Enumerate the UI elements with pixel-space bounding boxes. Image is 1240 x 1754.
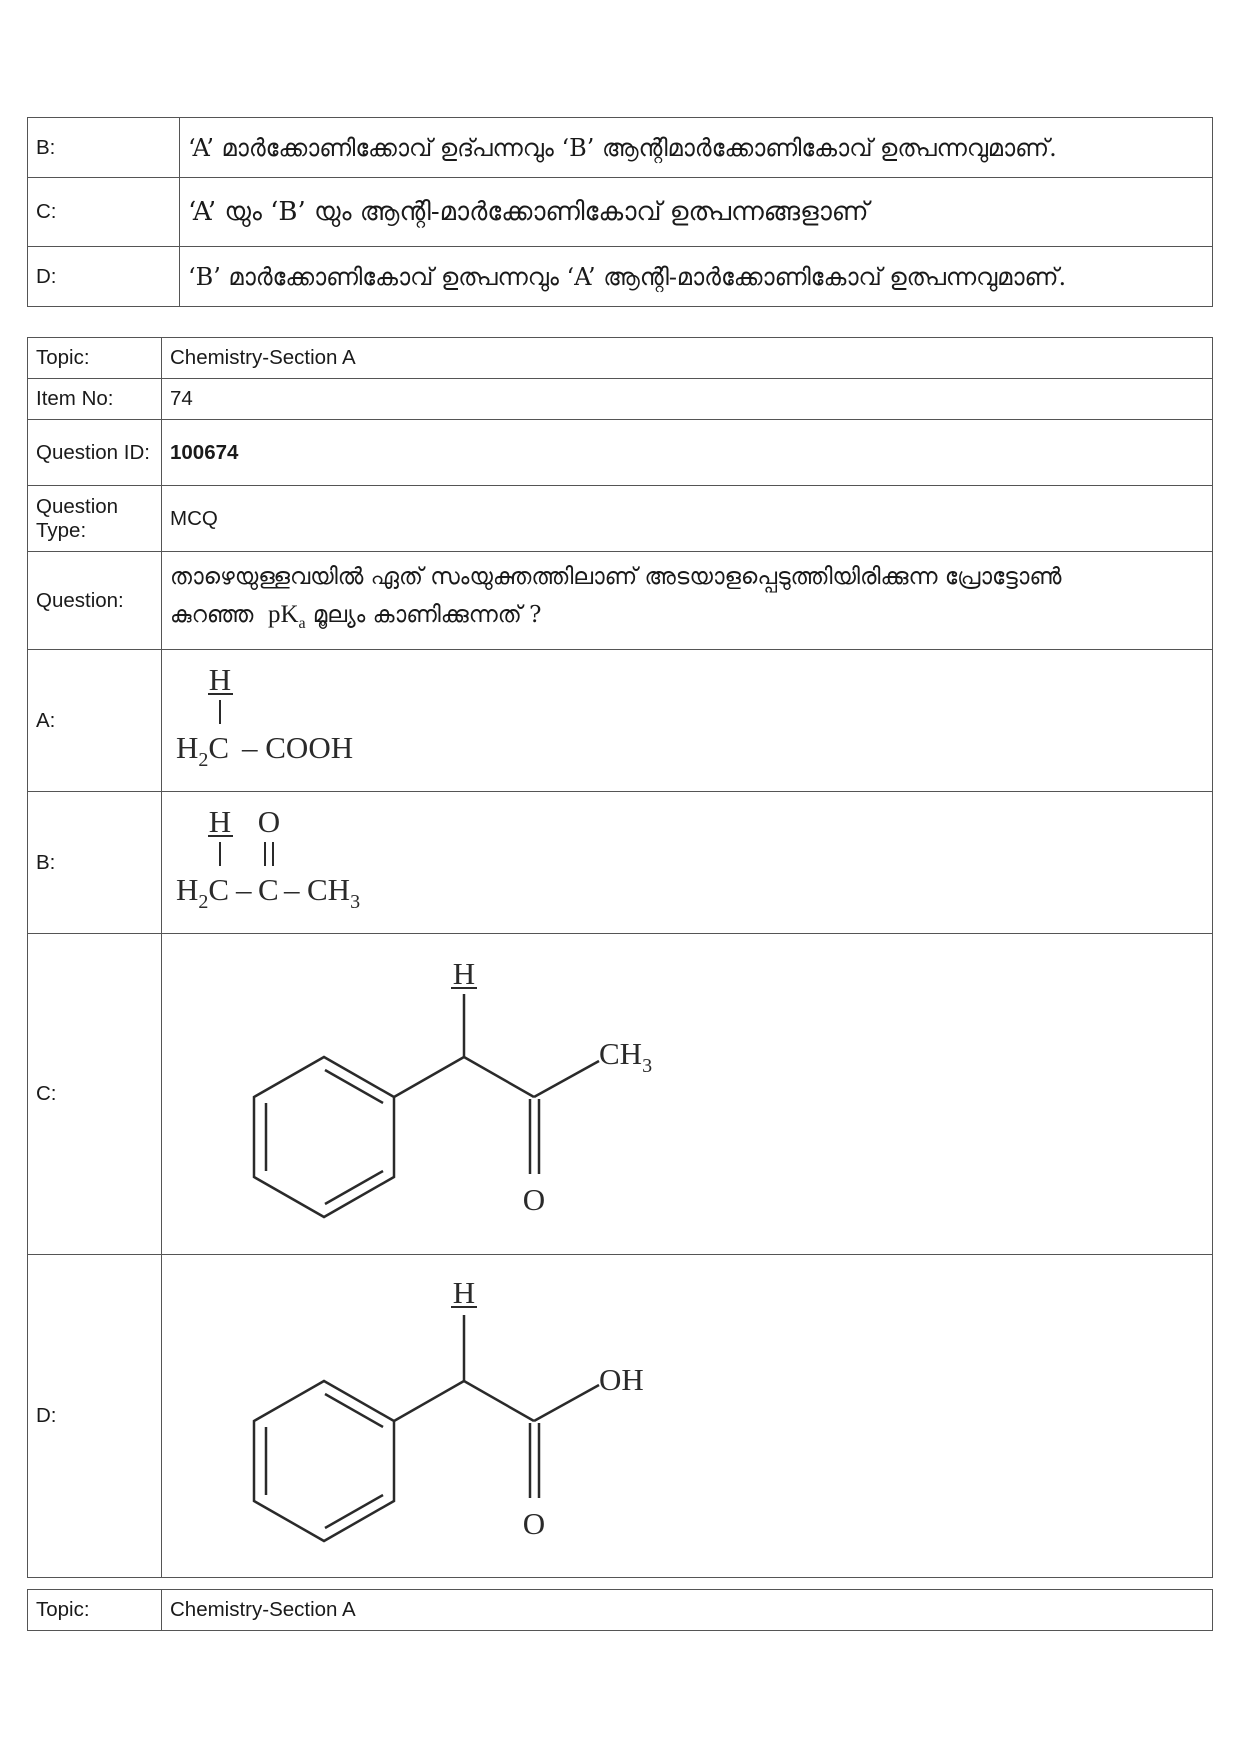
option-label: C: <box>28 934 162 1255</box>
bond-ch-co <box>464 1057 534 1097</box>
ch-subscript: 3 <box>350 891 361 913</box>
question-type-value: MCQ <box>162 486 1213 552</box>
question-line-2-start: കുറഞ്ഞ <box>170 602 254 628</box>
carbonyl-oxygen: O <box>257 804 281 839</box>
topic-label: Topic: <box>28 338 162 379</box>
option-text: ‘B’ മാർക്കോണികോവ് ഉത്പന്നവും ‘A’ ആന്റി-മാർക്കോണികോവ് ഉത്പന്നവുമാണ്. <box>180 247 1213 307</box>
bond-co-methyl <box>534 1061 599 1097</box>
h-text: H <box>176 872 199 907</box>
option-row-c <box>28 178 1213 247</box>
c-text: C <box>208 730 230 765</box>
bond-ring-ch <box>394 1381 464 1421</box>
option-a-structure <box>162 650 1213 792</box>
ch-subscript: 3 <box>642 1055 653 1077</box>
option-row-d <box>28 1255 1213 1578</box>
topic-value: Chemistry-Section A <box>162 338 1213 379</box>
question-id-row <box>28 420 1213 486</box>
benzene-ring <box>254 1381 394 1541</box>
option-b-structure <box>162 792 1213 934</box>
formula-left <box>176 872 229 913</box>
h-subscript: 2 <box>198 891 209 913</box>
option-d-structure <box>162 1255 1213 1578</box>
structure-a-svg <box>162 650 562 785</box>
pka-subscript: a <box>298 615 306 632</box>
option-row-c <box>28 934 1213 1255</box>
dash-2: – <box>284 872 300 907</box>
option-row-b <box>28 118 1213 178</box>
pka-symbol <box>267 601 306 632</box>
item-row <box>28 379 1213 420</box>
ch-text: CH <box>307 872 351 907</box>
question-text <box>162 552 1213 650</box>
c-text: C <box>208 872 230 907</box>
option-label: B: <box>28 118 180 178</box>
option-label: D: <box>28 1255 162 1578</box>
benzene-ring <box>254 1057 394 1217</box>
question-id-label: Question ID: <box>28 420 162 486</box>
structure-d-svg <box>162 1255 762 1571</box>
question-line-1: താഴെയുള്ളവയിൽ ഏത് സംയുക്തത്തിലാണ് അടയാളപ്പെടുത്തിയിരിക്കുന്ന പ്രോട്ടോൺ <box>170 564 1062 590</box>
structure-b-svg <box>162 792 562 927</box>
question-line-2 <box>170 596 1204 643</box>
previous-question-options <box>27 117 1213 307</box>
topic-row <box>28 1590 1213 1631</box>
option-label: C: <box>28 178 180 247</box>
marked-proton: H <box>208 662 232 697</box>
carbonyl-oxygen: O <box>522 1182 546 1217</box>
option-c-structure <box>162 934 1213 1255</box>
question-label: Question: <box>28 552 162 650</box>
carbonyl-carbon: C <box>258 872 279 907</box>
h-subscript: 2 <box>198 749 209 771</box>
option-text: ‘A’ യും ‘B’ യും ആന്റി-മാർക്കോണികോവ് ഉത്പന്നങ്ങളാണ് <box>180 178 1213 247</box>
methyl-group <box>307 872 360 913</box>
methyl-group <box>599 1036 652 1077</box>
item-label: Item No: <box>28 379 162 420</box>
question-type-row <box>28 486 1213 552</box>
option-text: ‘A’ മാർക്കോണിക്കോവ് ഉദ്പന്നവും ‘B’ ആന്റിമാർക്കോണികോവ് ഉത്പന്നവുമാണ്. <box>180 118 1213 178</box>
option-label: A: <box>28 650 162 792</box>
formula-left <box>176 730 229 771</box>
marked-proton: H <box>208 804 232 839</box>
topic-label: Topic: <box>28 1590 162 1631</box>
hydroxyl-group: OH <box>599 1362 644 1397</box>
topic-row <box>28 338 1213 379</box>
carbonyl-oxygen: O <box>522 1506 546 1541</box>
option-row-a <box>28 650 1213 792</box>
bond-co-oh <box>534 1385 599 1421</box>
question-type-label: Question Type: <box>28 486 162 552</box>
item-value: 74 <box>162 379 1213 420</box>
question-table <box>27 337 1213 1578</box>
marked-proton: H <box>452 1275 476 1310</box>
option-row-d <box>28 247 1213 307</box>
bond-ring-ch <box>394 1057 464 1097</box>
bond-ch-co <box>464 1381 534 1421</box>
marked-proton: H <box>452 956 476 991</box>
option-row-b <box>28 792 1213 934</box>
next-question-table <box>27 1589 1213 1631</box>
ch-text: CH <box>599 1036 643 1071</box>
topic-value: Chemistry-Section A <box>162 1590 1213 1631</box>
option-label: B: <box>28 792 162 934</box>
question-id-value: 100674 <box>162 420 1213 486</box>
h-text: H <box>176 730 199 765</box>
dash-1: – <box>236 872 252 907</box>
option-label: D: <box>28 247 180 307</box>
pka-text: pK <box>267 601 299 628</box>
question-row <box>28 552 1213 650</box>
question-line-2-end: മൂല്യം കാണിക്കുന്നത് ? <box>312 602 542 628</box>
formula-group: – COOH <box>242 730 354 765</box>
structure-c-svg <box>162 934 762 1248</box>
